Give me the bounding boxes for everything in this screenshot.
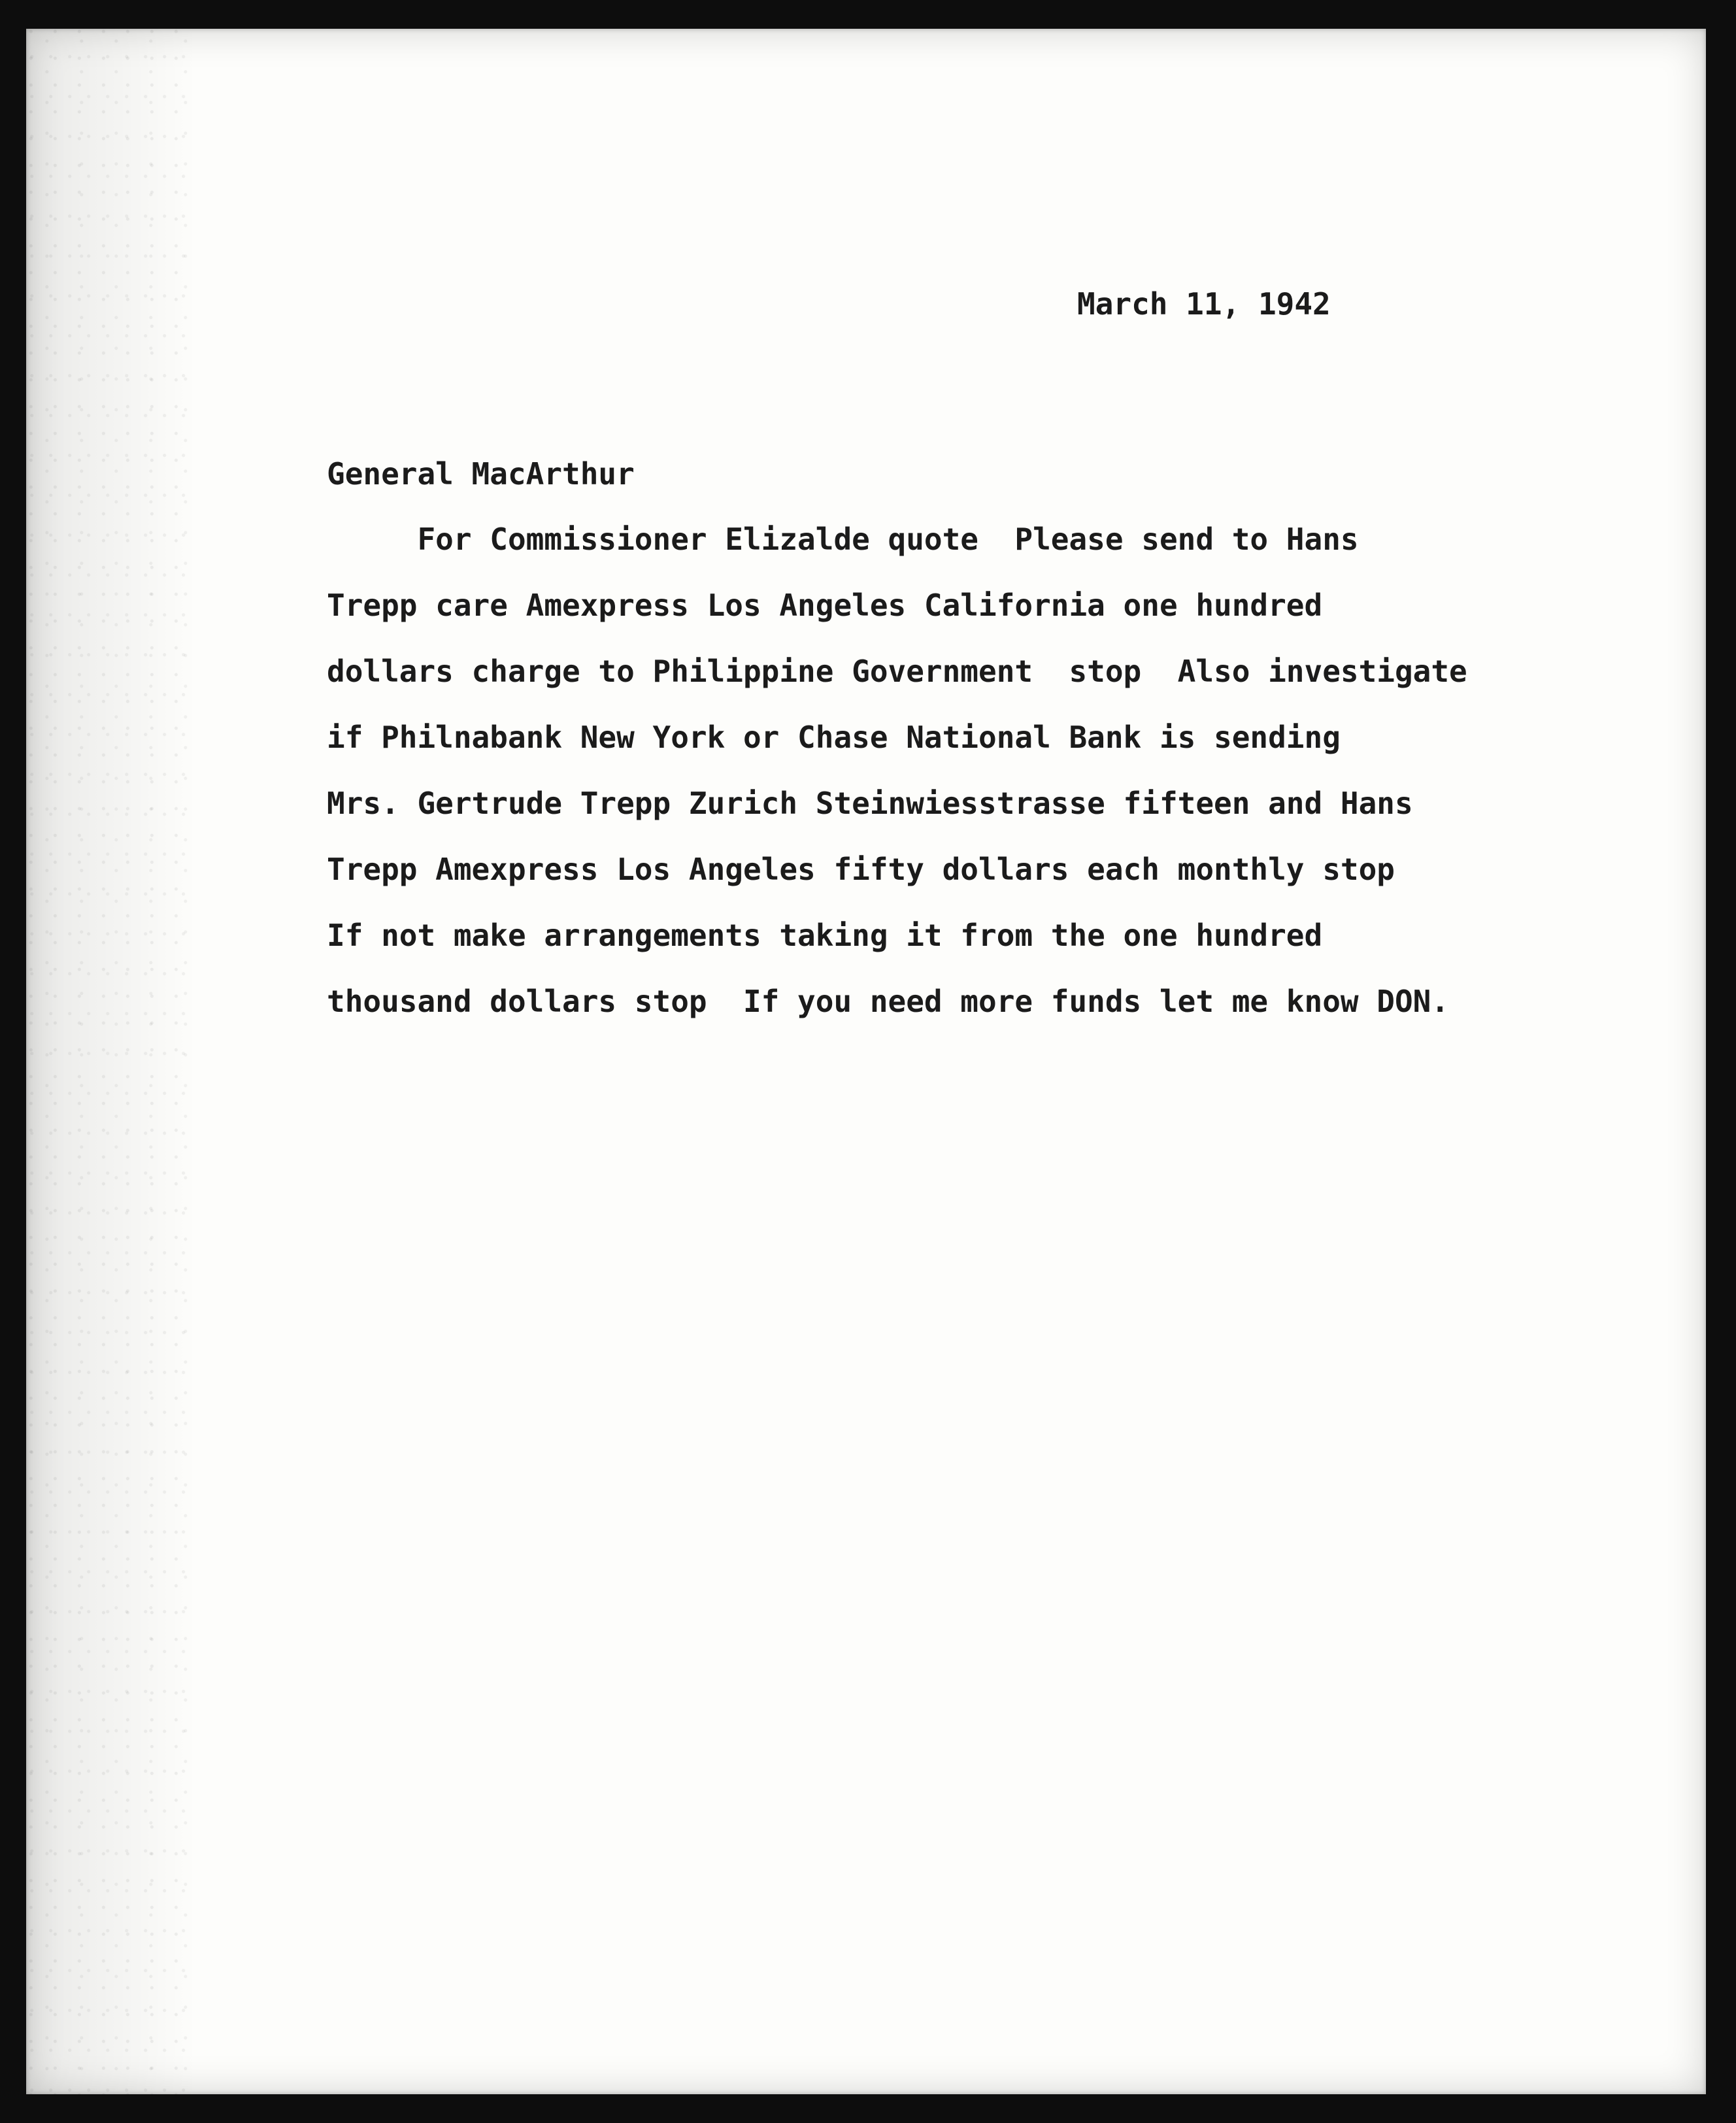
body-line: For Commissioner Elizalde quote Please send to Hans (327, 522, 1359, 557)
salutation: General MacArthur (327, 456, 635, 492)
body-line: Trepp care Amexpress Los Angeles California one hundred (327, 588, 1323, 623)
letter-page (26, 29, 1706, 2094)
body-line: Trepp Amexpress Los Angeles fifty dollars each monthly stop (327, 852, 1395, 887)
body-line: dollars charge to Philippine Government stop Also investigate (327, 654, 1467, 689)
letter-body (327, 524, 1467, 1052)
body-line: thousand dollars stop If you need more funds let me know DON. (327, 984, 1450, 1019)
body-line: Mrs. Gertrude Trepp Zurich Steinwiesstrasse fifteen and Hans (327, 786, 1413, 821)
body-line: if Philnabank New York or Chase National Bank is sending (327, 720, 1341, 755)
letter-date: March 11, 1942 (1077, 286, 1331, 322)
body-line: If not make arrangements taking it from the one hundred (327, 918, 1323, 953)
